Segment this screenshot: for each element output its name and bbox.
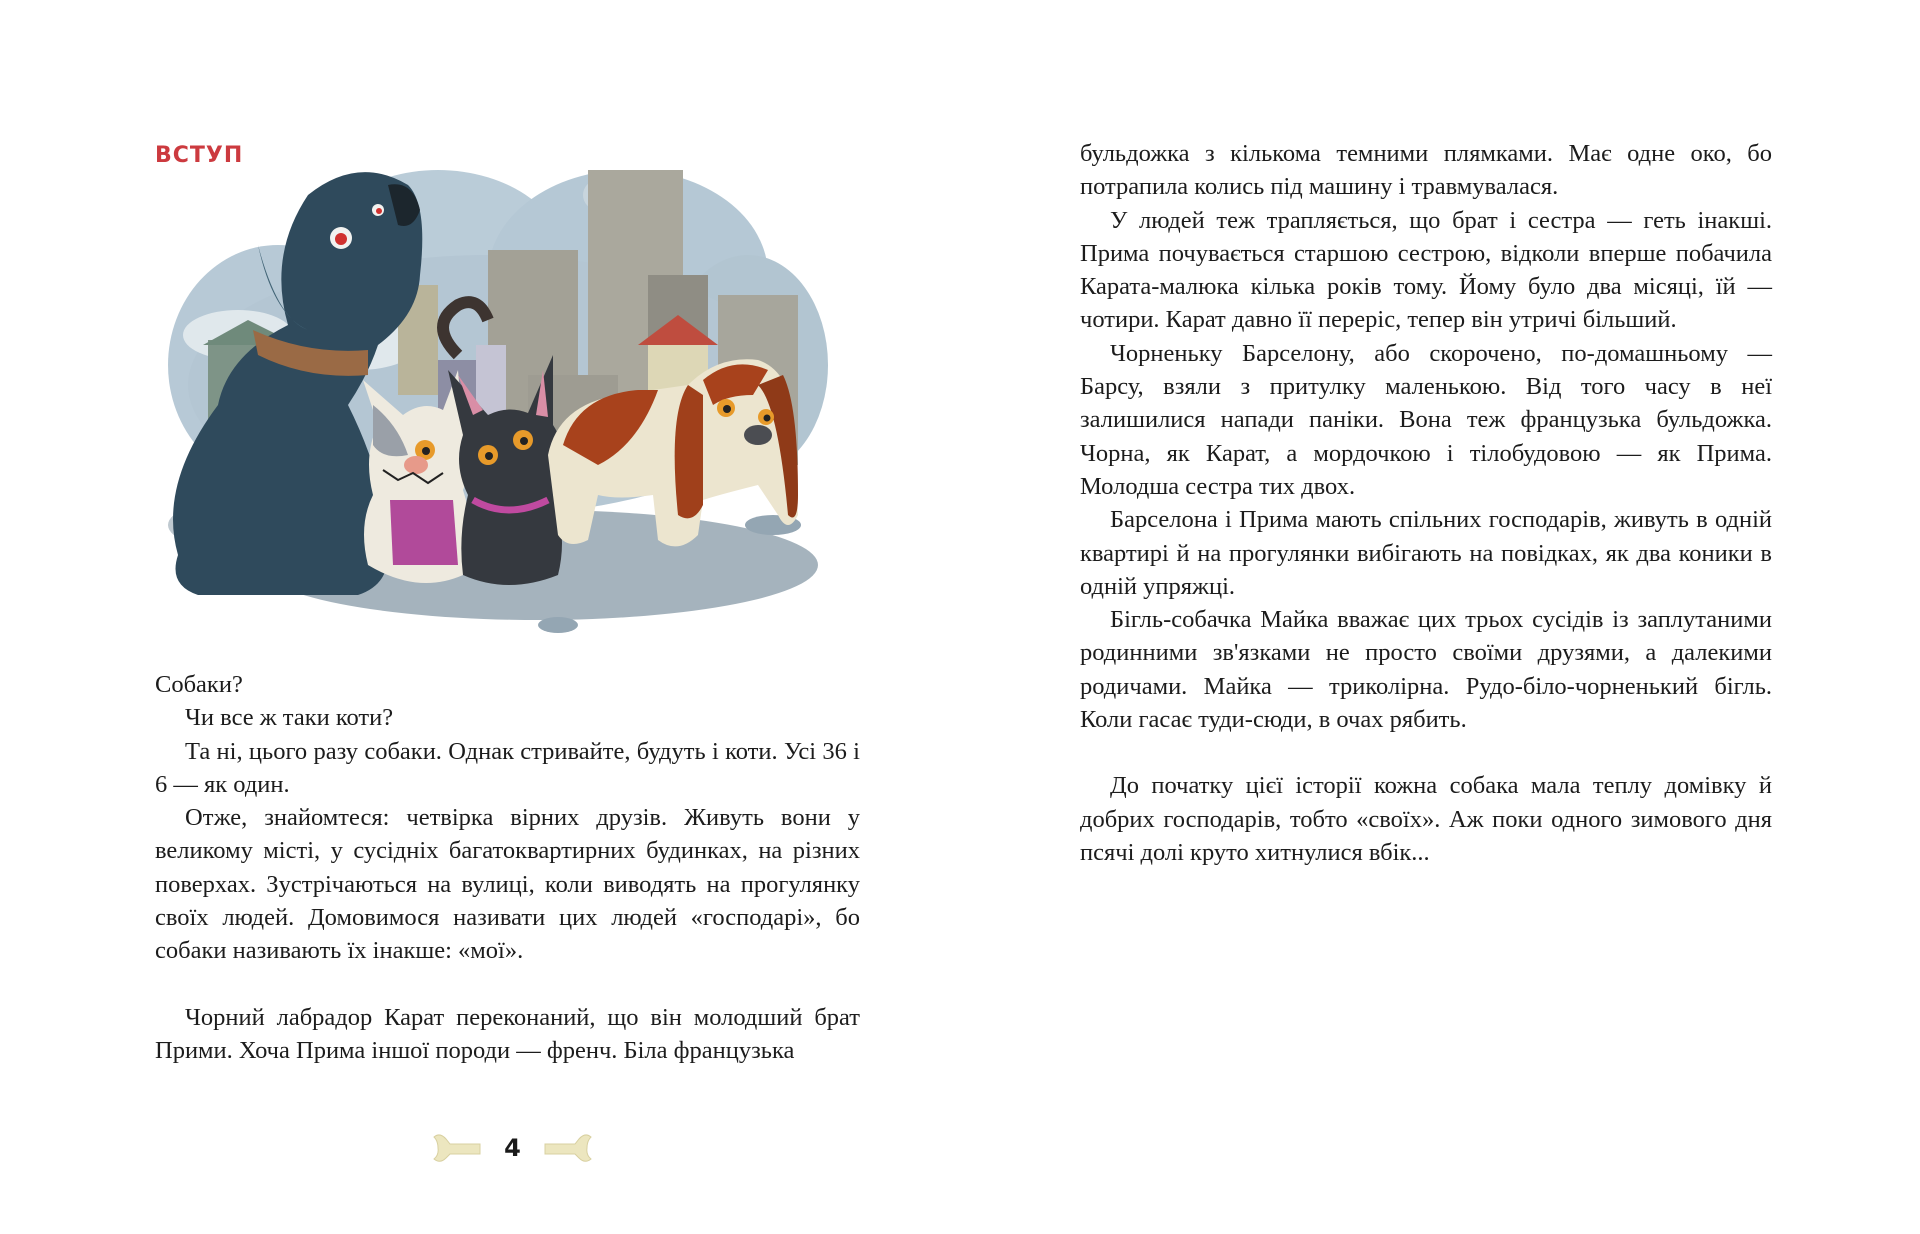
paragraph: До початку цієї історії кожна собака мала теплу домівку й добрих господарів, тобто «своїх». Аж поки одного зимового дня псячі долі круто хитнулися вбік... xyxy=(1080,772,1772,866)
section-title: ВСТУП xyxy=(155,143,244,168)
paragraph: Собаки? xyxy=(155,671,243,698)
right-page xyxy=(960,0,1920,1234)
paragraph: Та ні, цього разу собаки. Однак стривайте, будуть і коти. Усі 36 і 6 — як один. xyxy=(155,737,860,798)
paragraph: Чи все ж таки коти? xyxy=(185,704,394,732)
dogs-illustration xyxy=(158,155,838,635)
bone-left-icon xyxy=(430,1133,482,1163)
paragraph: Отже, знайомтеся: четвірка вірних друзів. Живуть вони у великому місті, у сусідніх багатоквартирних будинках, на різних поверхах. Зустрічаються на вулиці, коли виводять на прогулянку своїх людей. Домовимося називати цих людей «господарі», бо собаки називають їх інакше: «мої». xyxy=(155,804,860,965)
bone-right-icon xyxy=(543,1133,595,1163)
page-number-folio xyxy=(430,1128,595,1168)
paragraph: Чорненьку Барселону, або скорочено, по-домашньому — Барсу, взяли з притулку маленькою. Від того часу в неї залишилися напади паніки. Вона теж французька бульдожка. Чорна, як Карат, а мордочкою і тілобудовою — як Прима. Молодша сестра тих двох. xyxy=(1080,339,1772,500)
right-page-text xyxy=(1080,137,1772,869)
paragraph: Барселона і Прима мають спільних господарів, живуть в одній квартирі й на прогулянки вибігають на повідках, як два коники в одній упряжці. xyxy=(1080,506,1772,600)
paragraph: бульдожка з кількома темними плямками. Має одне око, бо потрапила колись під машину і травмувалася. xyxy=(1080,140,1772,201)
paragraph: У людей теж трапляється, що брат і сестра — геть інакші. Прима почувається старшою сестрою, відколи вперше побачила Карата-малюка кілька років тому. Йому було два місяці, їй — чотири. Карат давно її переріс, тепер він утричі більший. xyxy=(1080,206,1772,334)
left-page-text xyxy=(155,668,860,1067)
paragraph: Бігль-собачка Майка вважає цих трьох сусідів із заплутаними родинними зв'язками не просто своїми друзями, а далекими родичами. Майка — триколірна. Рудо-біло-чорненький бігль. Коли гасає туди-сюди, в очах рябить. xyxy=(1080,606,1772,734)
paragraph: Чорний лабрадор Карат переконаний, що він молодший брат Прими. Хоча Прима іншої породи — френч. Біла французька xyxy=(155,1003,860,1064)
page-number: 4 xyxy=(504,1134,521,1162)
